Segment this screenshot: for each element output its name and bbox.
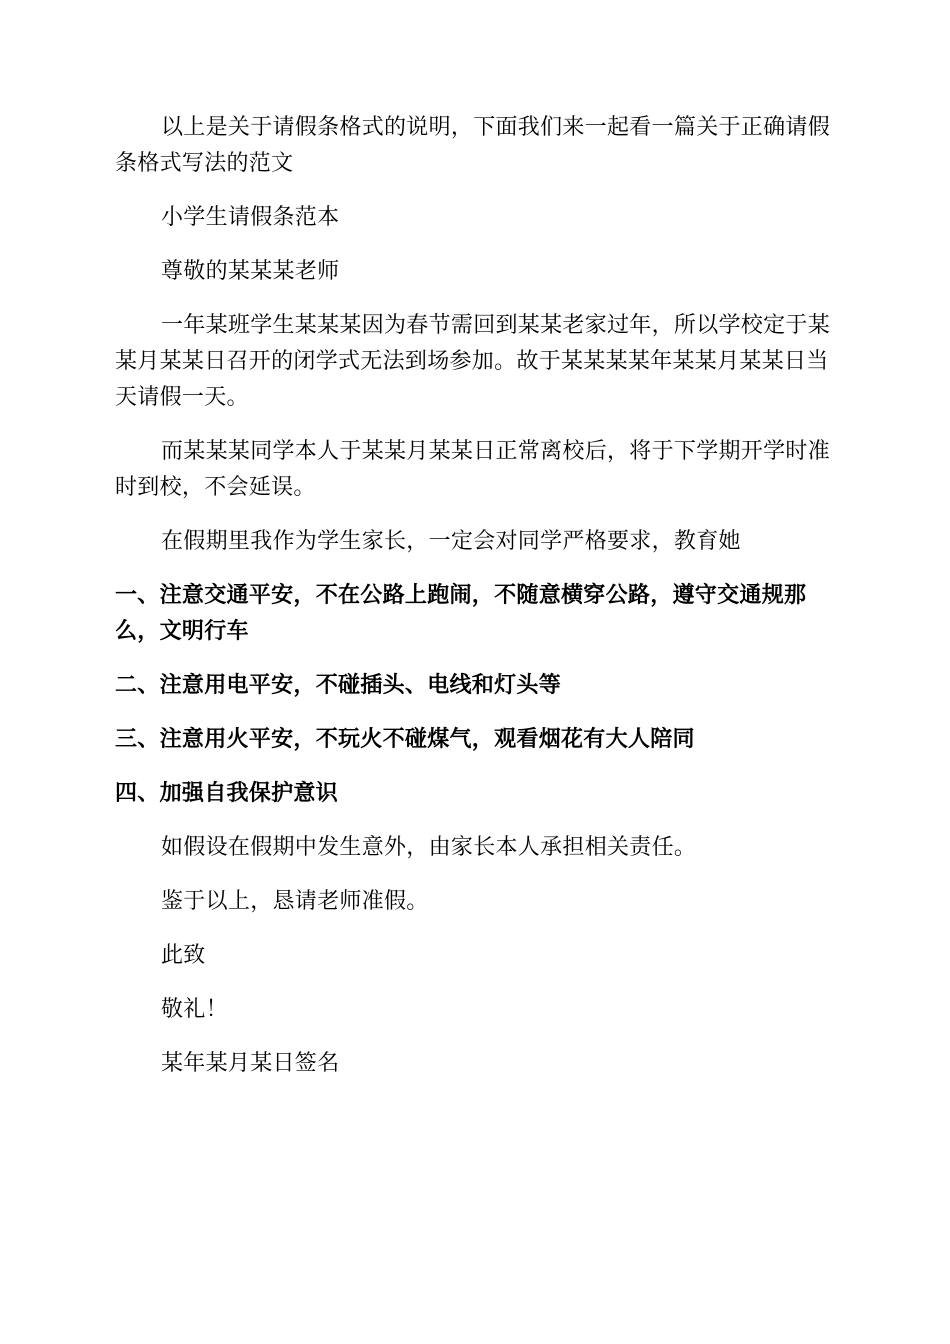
list-item-self-protection: 四、加强自我保护意识 [115,781,339,806]
list-item-fire: 三、注意用火平安，不玩火不碰煤气，观看烟花有大人陪同 [115,727,695,752]
list-item-electricity: 二、注意用电平安，不碰插头、电线和灯头等 [115,673,562,698]
closing-jingli: 敬礼！ [161,997,228,1022]
body-paragraph-return: 而某某某同学本人于某某月某某日正常离校后，将于下学期开学时准时到校，不会延误。 [115,439,831,500]
body-paragraph-education: 在假期里我作为学生家长，一定会对同学严格要求，教育她 [161,529,741,554]
closing-responsibility: 如假设在假期中发生意外，由家长本人承担相关责任。 [161,835,697,860]
salutation: 尊敬的某某某老师 [161,259,340,284]
closing-cizhi: 此致 [161,943,206,968]
sample-title: 小学生请假条范本 [161,205,340,230]
list-item-traffic: 一、注意交通平安，不在公路上跑闹，不随意横穿公路，遵守交通规那么，文明行车 [115,583,807,644]
intro-paragraph: 以上是关于请假条格式的说明，下面我们来一起看一篇关于正确请假条格式写法的范文 [115,115,831,176]
closing-signature: 某年某月某日签名 [161,1051,340,1076]
document-page [115,110,835,1100]
closing-request: 鉴于以上，恳请老师准假。 [161,889,429,914]
body-paragraph-reason: 一年某班学生某某某因为春节需回到某某老家过年，所以学校定于某某月某某日召开的闭学式无法到场参加。故于某某某某年某某月某某日当天请假一天。 [115,313,831,410]
